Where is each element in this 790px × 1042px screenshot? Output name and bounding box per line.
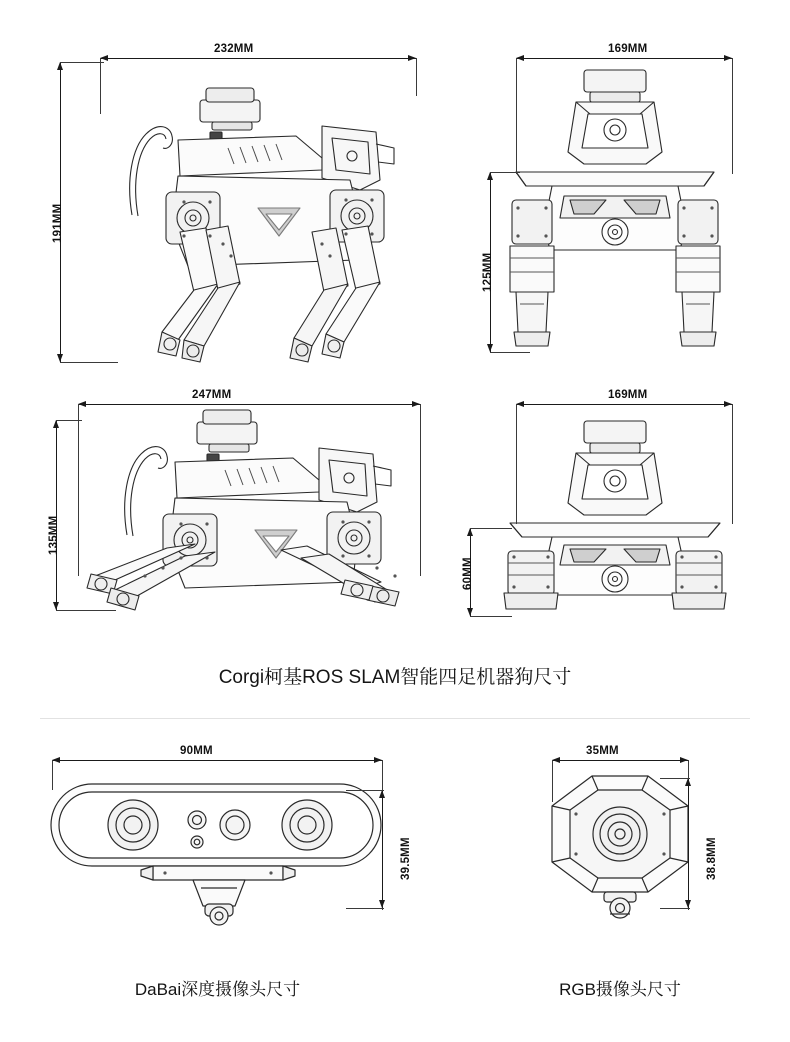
dim-arrow-left-169mm-top <box>516 55 524 61</box>
dim-label-39-5mm: 39.5MM <box>400 837 412 880</box>
dim-arrow-left-90mm <box>52 757 60 763</box>
ext-line-135mm-bottom <box>56 610 116 611</box>
dim-arrow-right-35mm <box>680 757 688 763</box>
ext-line-169mm-top-right <box>732 58 733 174</box>
ext-line-135mm-top <box>56 420 82 421</box>
dim-label-191mm: 191MM <box>52 203 64 243</box>
ext-line-191mm-top <box>60 62 104 63</box>
ext-line-232mm-right <box>416 58 417 96</box>
robot-side-view-standing <box>60 40 420 370</box>
dim-line-232mm <box>100 58 416 59</box>
dim-label-35mm: 35MM <box>586 745 619 757</box>
ext-line-247mm-right <box>420 404 421 576</box>
dim-arrow-left-247mm <box>78 401 86 407</box>
dim-arrow-up-191mm <box>57 62 63 70</box>
ext-line-60mm-bottom <box>470 616 512 617</box>
dim-label-60mm: 60MM <box>462 557 474 590</box>
dim-arrow-up-60mm <box>467 528 473 536</box>
dim-arrow-down-125mm <box>487 344 493 352</box>
dim-line-247mm <box>78 404 420 405</box>
dim-line-35mm <box>552 760 688 761</box>
dim-arrow-left-35mm <box>552 757 560 763</box>
ext-line-90mm-left <box>52 760 53 790</box>
dim-arrow-down-39-5mm <box>379 900 385 908</box>
dim-arrow-left-232mm <box>100 55 108 61</box>
dim-label-169mm-top: 169MM <box>608 43 648 55</box>
robot-front-crouching-drawing <box>490 405 740 620</box>
dim-arrow-right-247mm <box>412 401 420 407</box>
ext-line-169mm-top-left <box>516 58 517 174</box>
dim-arrow-left-169mm-bottom <box>516 401 524 407</box>
ext-line-35mm-left <box>552 760 553 802</box>
rgb-camera-drawing <box>540 770 700 930</box>
ext-line-39-5mm-bottom <box>346 908 384 909</box>
ext-line-38-8mm-bottom <box>660 908 690 909</box>
dim-arrow-up-39-5mm <box>379 790 385 798</box>
ext-line-39-5mm-top <box>346 790 384 791</box>
dim-line-38-8mm <box>688 778 689 908</box>
section-divider <box>40 718 750 719</box>
ext-line-232mm-left <box>100 58 101 114</box>
dim-arrow-down-60mm <box>467 608 473 616</box>
caption-robot: Corgi柯基ROS SLAM智能四足机器狗尺寸 <box>218 667 572 688</box>
dim-arrow-up-38-8mm <box>685 778 691 786</box>
dim-label-38-8mm: 38.8MM <box>706 837 718 880</box>
dim-arrow-right-90mm <box>374 757 382 763</box>
dim-label-135mm: 135MM <box>48 515 60 555</box>
robot-side-crouching-drawing <box>55 390 435 620</box>
dim-arrow-right-169mm-bottom <box>724 401 732 407</box>
ext-line-169mm-bottom-left <box>516 404 517 524</box>
rgb-camera-view <box>540 770 700 930</box>
robot-front-standing-drawing <box>490 60 740 360</box>
dim-label-90mm: 90MM <box>180 745 213 757</box>
caption-dabai: DaBai深度摄像头尺寸 <box>134 980 301 999</box>
dim-arrow-right-169mm-top <box>724 55 732 61</box>
dabai-camera-drawing <box>45 770 390 930</box>
ext-line-191mm-bottom <box>60 362 118 363</box>
dim-line-169mm-bottom <box>516 404 732 405</box>
ext-line-169mm-bottom-right <box>732 404 733 524</box>
dim-line-39-5mm <box>382 790 383 908</box>
ext-line-125mm-bottom <box>490 352 530 353</box>
dim-arrow-down-191mm <box>57 354 63 362</box>
dim-line-90mm <box>52 760 382 761</box>
dim-label-169mm-bottom: 169MM <box>608 389 648 401</box>
dim-arrow-down-38-8mm <box>685 900 691 908</box>
dim-line-169mm-top <box>516 58 732 59</box>
caption-rgb: RGB摄像头尺寸 <box>559 980 681 999</box>
ext-line-247mm-left <box>78 404 79 576</box>
ext-line-60mm-top <box>470 528 512 529</box>
dim-label-247mm: 247MM <box>192 389 232 401</box>
dim-arrow-right-232mm <box>408 55 416 61</box>
dim-arrow-down-135mm <box>53 602 59 610</box>
robot-front-view-standing <box>490 60 740 360</box>
robot-side-view-crouching <box>55 390 435 620</box>
dim-label-232mm: 232MM <box>214 43 254 55</box>
robot-front-view-crouching <box>490 405 740 620</box>
dabai-depth-camera-view <box>45 770 390 930</box>
ext-line-125mm-top <box>490 172 520 173</box>
dim-arrow-up-125mm <box>487 172 493 180</box>
robot-side-standing-drawing <box>60 40 420 370</box>
dim-label-125mm: 125MM <box>482 252 494 292</box>
dim-arrow-up-135mm <box>53 420 59 428</box>
ext-line-38-8mm-top <box>660 778 690 779</box>
